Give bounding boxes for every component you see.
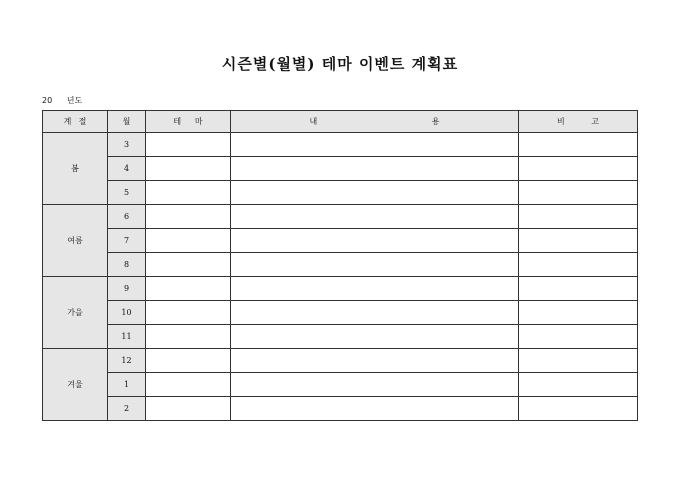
header-theme-label: 테 마 bbox=[173, 117, 203, 126]
content-cell[interactable] bbox=[231, 181, 519, 205]
year-label: 년도 bbox=[66, 96, 83, 105]
table-row bbox=[43, 205, 638, 229]
table-row bbox=[43, 349, 638, 373]
year-prefix: 20 bbox=[42, 96, 53, 105]
header-content bbox=[231, 111, 519, 133]
content-cell[interactable] bbox=[231, 325, 519, 349]
theme-cell[interactable] bbox=[146, 157, 231, 181]
note-cell[interactable] bbox=[519, 373, 638, 397]
note-cell[interactable] bbox=[519, 133, 638, 157]
header-content-label: 내 용 bbox=[309, 117, 440, 126]
theme-cell[interactable] bbox=[146, 277, 231, 301]
note-cell[interactable] bbox=[519, 349, 638, 373]
month-cell: 10 bbox=[108, 301, 146, 325]
header-note bbox=[519, 111, 638, 133]
month-cell: 6 bbox=[108, 205, 146, 229]
theme-cell[interactable] bbox=[146, 325, 231, 349]
month-cell: 2 bbox=[108, 397, 146, 421]
content-cell[interactable] bbox=[231, 349, 519, 373]
theme-cell[interactable] bbox=[146, 181, 231, 205]
table-row bbox=[43, 133, 638, 157]
header-row bbox=[43, 111, 638, 133]
month-cell: 12 bbox=[108, 349, 146, 373]
note-cell[interactable] bbox=[519, 325, 638, 349]
content-cell[interactable] bbox=[231, 373, 519, 397]
theme-cell[interactable] bbox=[146, 205, 231, 229]
note-cell[interactable] bbox=[519, 157, 638, 181]
header-season-label: 계 절 bbox=[63, 117, 87, 126]
page-title: 시즌별(월별) 테마 이벤트 계획표 bbox=[221, 55, 459, 73]
theme-cell[interactable] bbox=[146, 133, 231, 157]
month-cell: 3 bbox=[108, 133, 146, 157]
table-row bbox=[43, 229, 638, 253]
header-season bbox=[43, 111, 108, 133]
note-cell[interactable] bbox=[519, 205, 638, 229]
year-line bbox=[42, 95, 82, 106]
season-cell-winter: 겨울 bbox=[43, 349, 108, 421]
month-cell: 5 bbox=[108, 181, 146, 205]
content-cell[interactable] bbox=[231, 253, 519, 277]
content-cell[interactable] bbox=[231, 301, 519, 325]
table-row bbox=[43, 181, 638, 205]
table-row bbox=[43, 301, 638, 325]
content-cell[interactable] bbox=[231, 397, 519, 421]
header-theme bbox=[146, 111, 231, 133]
month-cell: 7 bbox=[108, 229, 146, 253]
month-cell: 1 bbox=[108, 373, 146, 397]
table-row bbox=[43, 157, 638, 181]
season-cell-spring: 봄 bbox=[43, 133, 108, 205]
season-cell-autumn: 가을 bbox=[43, 277, 108, 349]
content-cell[interactable] bbox=[231, 229, 519, 253]
content-cell[interactable] bbox=[231, 133, 519, 157]
note-cell[interactable] bbox=[519, 301, 638, 325]
table-row bbox=[43, 397, 638, 421]
note-cell[interactable] bbox=[519, 253, 638, 277]
month-cell: 8 bbox=[108, 253, 146, 277]
table-row bbox=[43, 325, 638, 349]
season-cell-summer: 여름 bbox=[43, 205, 108, 277]
content-cell[interactable] bbox=[231, 277, 519, 301]
content-cell[interactable] bbox=[231, 205, 519, 229]
content-cell[interactable] bbox=[231, 157, 519, 181]
theme-cell[interactable] bbox=[146, 397, 231, 421]
theme-cell[interactable] bbox=[146, 349, 231, 373]
table-row bbox=[43, 277, 638, 301]
theme-cell[interactable] bbox=[146, 301, 231, 325]
table-row bbox=[43, 373, 638, 397]
theme-cell[interactable] bbox=[146, 229, 231, 253]
header-month bbox=[108, 111, 146, 133]
month-cell: 4 bbox=[108, 157, 146, 181]
event-plan-table bbox=[42, 110, 638, 421]
note-cell[interactable] bbox=[519, 277, 638, 301]
theme-cell[interactable] bbox=[146, 253, 231, 277]
note-cell[interactable] bbox=[519, 229, 638, 253]
header-note-label: 비 고 bbox=[557, 117, 599, 126]
month-cell: 11 bbox=[108, 325, 146, 349]
table-row bbox=[43, 253, 638, 277]
theme-cell[interactable] bbox=[146, 373, 231, 397]
month-cell: 9 bbox=[108, 277, 146, 301]
note-cell[interactable] bbox=[519, 397, 638, 421]
header-month-label: 월 bbox=[122, 117, 131, 126]
note-cell[interactable] bbox=[519, 181, 638, 205]
